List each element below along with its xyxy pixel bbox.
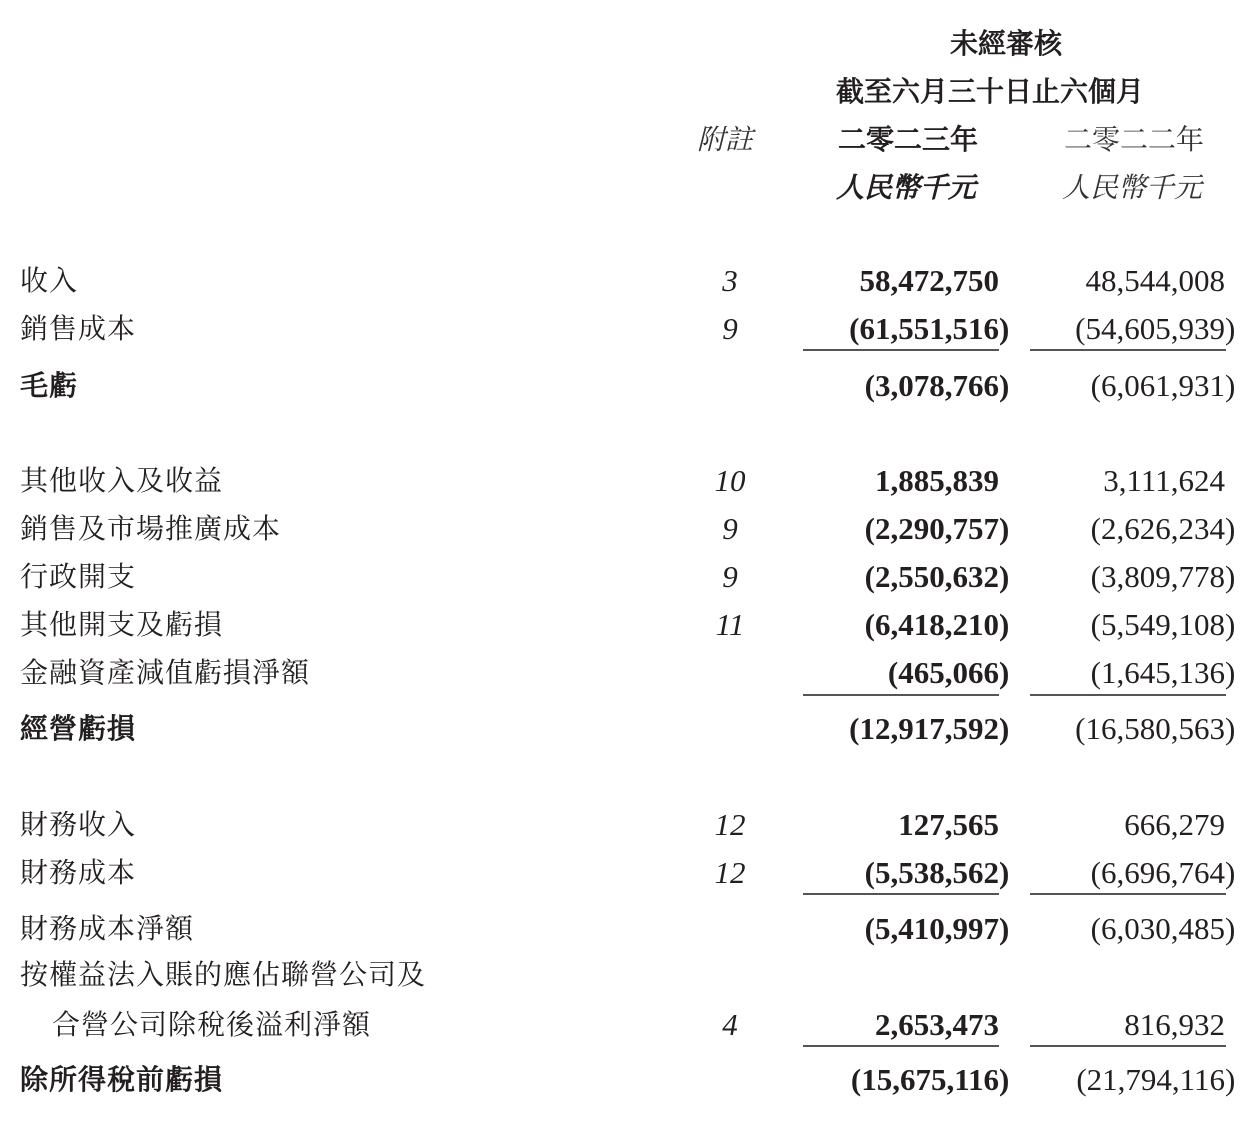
table-row-share-of-profit-line1 (0, 955, 1250, 995)
table-row-finance-costs (0, 853, 1250, 893)
subtotal-rule (803, 893, 999, 895)
row-note: 9 (722, 311, 738, 346)
table-row-revenue (0, 261, 1250, 301)
value-2022: (2,626,234) (1090, 511, 1236, 546)
note-column-header: 附註 (697, 123, 754, 156)
period-heading: 截至六月三十日止六個月 (836, 75, 1145, 108)
table-row-other-expenses (0, 605, 1250, 645)
row-label: 財務成本淨額 (20, 912, 195, 945)
value-2023: (2,550,632) (864, 559, 1010, 594)
value-2022: (16,580,563) (1075, 711, 1236, 746)
value-2022: (6,030,485) (1090, 911, 1236, 946)
table-row-cost-of-sales (0, 309, 1250, 349)
row-label: 行政開支 (20, 560, 137, 593)
row-label: 金融資產減值虧損淨額 (20, 656, 311, 689)
row-note: 3 (722, 263, 738, 298)
row-label: 收入 (20, 264, 79, 297)
table-row-impairment (0, 653, 1250, 693)
table-row-share-of-profit (0, 1005, 1250, 1045)
row-note: 10 (714, 463, 746, 498)
row-label: 銷售及市場推廣成本 (20, 512, 282, 545)
value-2023: (5,538,562) (864, 855, 1010, 890)
table-row-finance-income (0, 805, 1250, 845)
value-2022: 3,111,624 (1103, 463, 1225, 498)
year-current-header: 二零二三年 (838, 123, 979, 156)
value-2023: (3,078,766) (864, 368, 1010, 403)
value-2023: (5,410,997) (864, 911, 1010, 946)
value-2023: 127,565 (898, 807, 999, 842)
row-note: 12 (714, 855, 746, 890)
table-row-selling-marketing (0, 509, 1250, 549)
value-2022: 666,279 (1124, 807, 1225, 842)
value-2023: (6,418,210) (864, 607, 1010, 642)
value-2022: 48,544,008 (1085, 263, 1225, 298)
value-2022: (6,696,764) (1090, 855, 1236, 890)
row-note: 9 (722, 559, 738, 594)
value-2023: (2,290,757) (864, 511, 1010, 546)
row-label: 合營公司除稅後溢利淨額 (52, 1008, 372, 1041)
subtotal-rule (803, 1045, 999, 1047)
table-row-other-income (0, 461, 1250, 501)
year-prior-header: 二零二二年 (1064, 123, 1205, 156)
row-note: 12 (714, 807, 746, 842)
table-row-loss-before-tax (0, 1060, 1250, 1100)
table-row-operating-loss (0, 709, 1250, 749)
value-2022: (21,794,116) (1076, 1062, 1236, 1097)
value-2022: (3,809,778) (1090, 559, 1236, 594)
table-row-admin-expenses (0, 557, 1250, 597)
subtotal-rule (1030, 893, 1226, 895)
value-2023: 2,653,473 (875, 1007, 999, 1042)
row-label: 毛虧 (20, 369, 79, 402)
value-2023: 58,472,750 (859, 263, 999, 298)
row-note: 9 (722, 511, 738, 546)
row-label: 按權益法入賬的應佔聯營公司及 (20, 958, 427, 991)
row-label: 其他開支及虧損 (20, 608, 224, 641)
table-row-finance-costs-net (0, 909, 1250, 949)
value-2023: 1,885,839 (875, 463, 999, 498)
value-2022: (54,605,939) (1075, 311, 1236, 346)
row-label: 除所得稅前虧損 (20, 1063, 224, 1096)
subtotal-rule (803, 694, 999, 696)
subtotal-rule (1030, 694, 1226, 696)
currency-current-header: 人民幣千元 (836, 171, 977, 204)
value-2022: (1,645,136) (1090, 655, 1236, 690)
row-label: 經營虧損 (20, 712, 137, 745)
row-note: 11 (715, 607, 745, 642)
subtotal-rule (1030, 349, 1226, 351)
table-row-gross-loss (0, 366, 1250, 406)
row-label: 財務成本 (20, 856, 137, 889)
unaudited-heading: 未經審核 (950, 27, 1063, 60)
value-2023: (12,917,592) (849, 711, 1010, 746)
subtotal-rule (1030, 1045, 1226, 1047)
row-note: 4 (722, 1007, 738, 1042)
value-2022: (6,061,931) (1090, 368, 1236, 403)
row-label: 財務收入 (20, 808, 137, 841)
value-2022: (5,549,108) (1090, 607, 1236, 642)
row-label: 其他收入及收益 (20, 464, 224, 497)
row-label: 銷售成本 (20, 312, 137, 345)
subtotal-rule (803, 349, 999, 351)
currency-prior-header: 人民幣千元 (1062, 171, 1203, 204)
value-2022: 816,932 (1124, 1007, 1225, 1042)
value-2023: (61,551,516) (849, 311, 1010, 346)
value-2023: (15,675,116) (850, 1062, 1010, 1097)
value-2023: (465,066) (887, 655, 1010, 690)
